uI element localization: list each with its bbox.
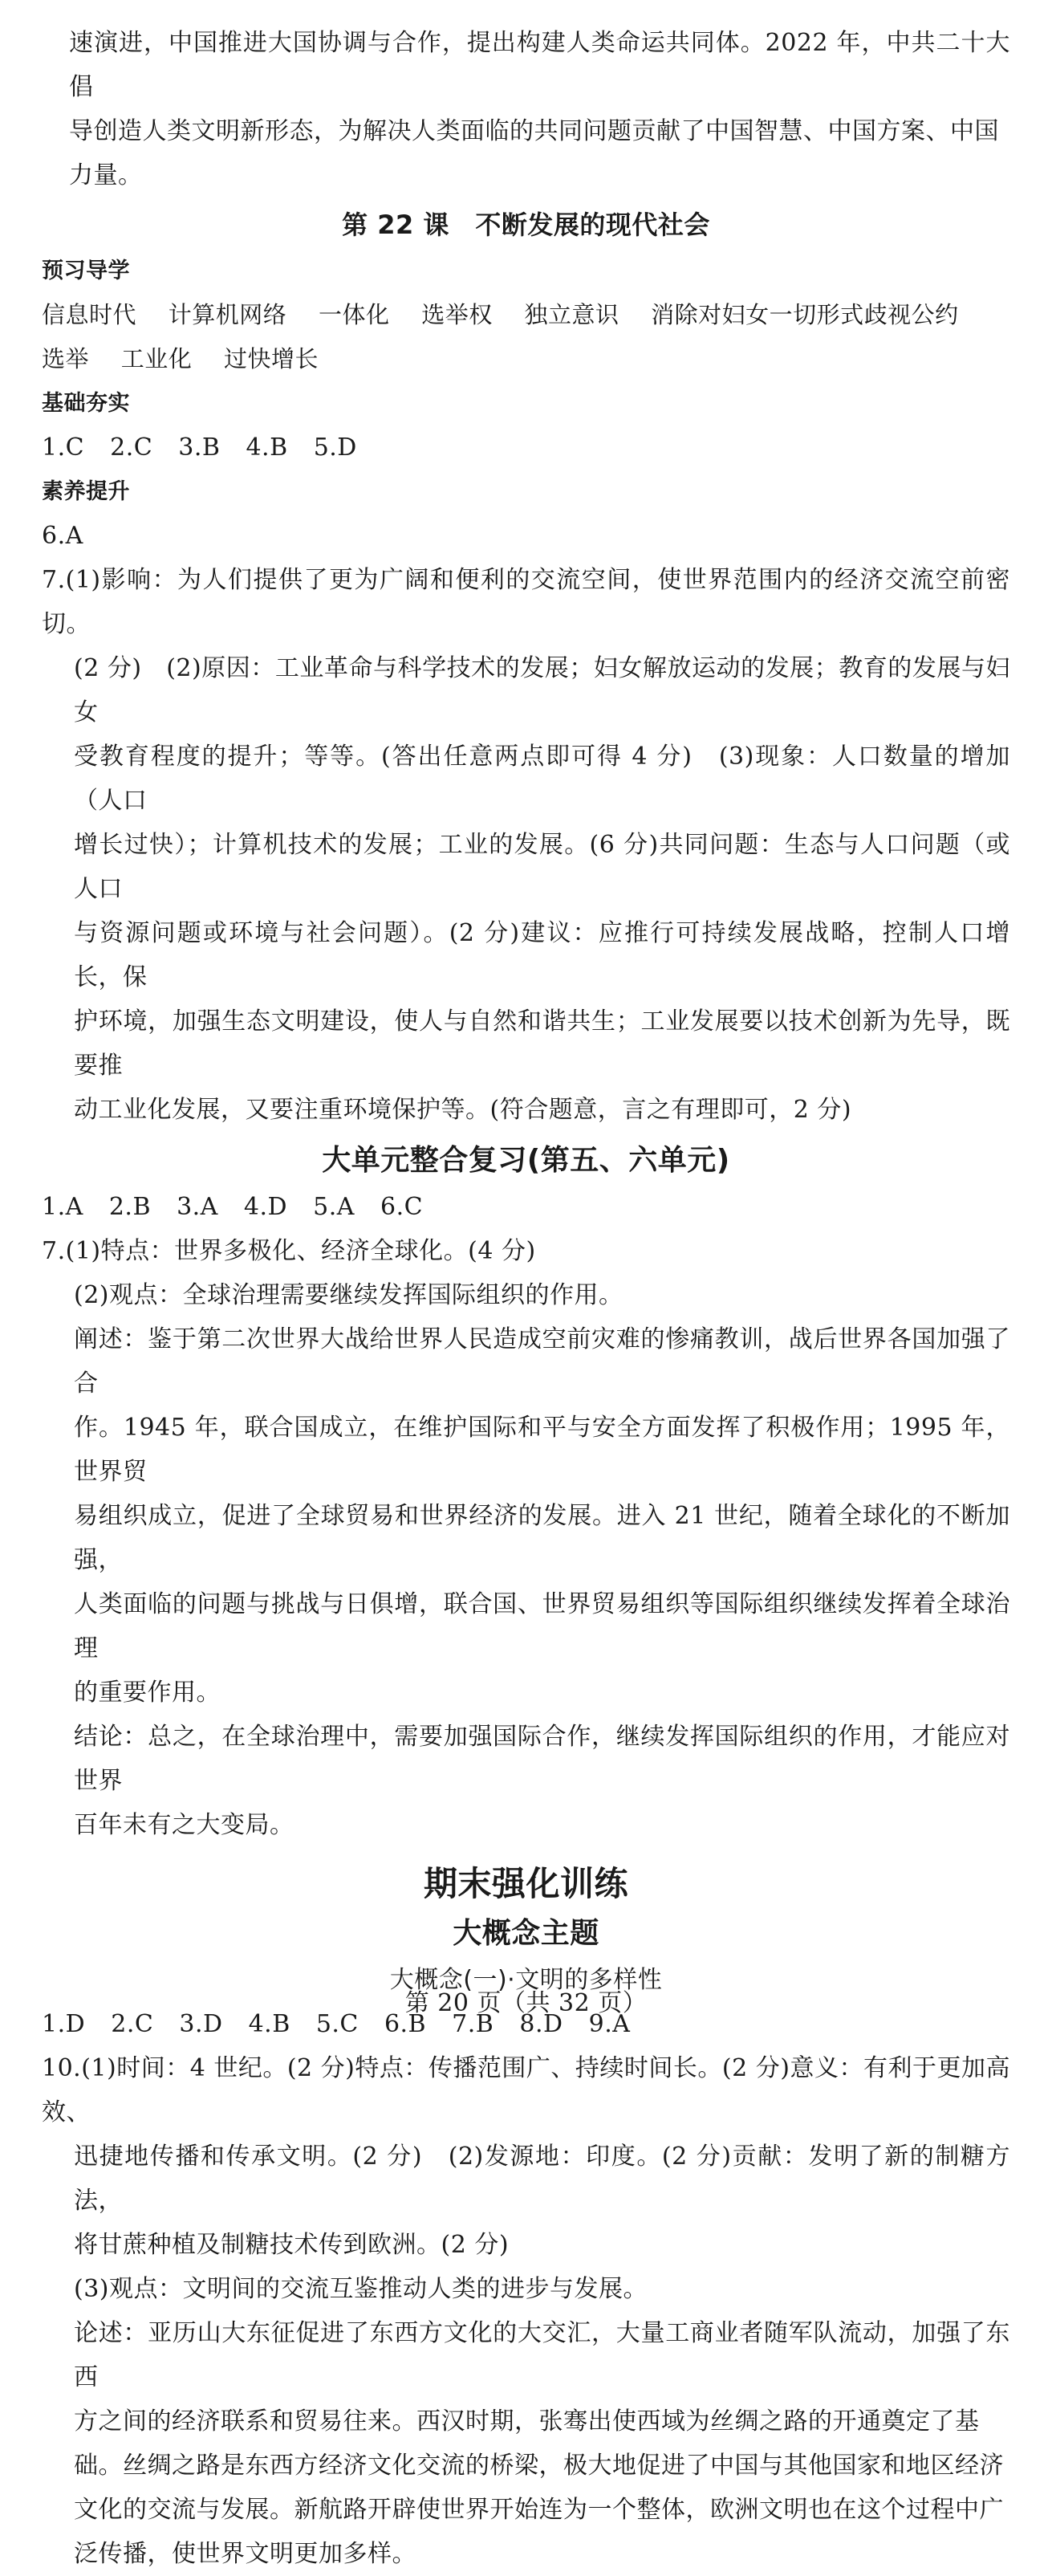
answer: 2.B <box>108 1193 152 1221</box>
page-footer: 第 20 页（共 32 页） <box>404 1989 648 2017</box>
q7-answer <box>42 558 1010 1132</box>
q7-line: 增长过快）；计算机技术的发展；工业的发展。(6 分)共同问题：生态与人口问题（或人口 <box>74 831 1010 903</box>
argument-line: 泛传播，使世界文明更加多样。 <box>74 2540 416 2568</box>
answer: 4.D <box>243 1193 288 1221</box>
answer: 4.B <box>248 2010 290 2038</box>
argument <box>42 2311 1010 2576</box>
term: 过快增长 <box>223 345 319 372</box>
conclusion <box>42 1715 1010 1847</box>
q7-line: 受教育程度的提升；等等。(答出任意两点即可得 4 分) (3)现象：人口数量的增加（人口 <box>74 743 1010 815</box>
argument-line: 文化的交流与发展。新航路开辟使世界开始连为一个整体，欧洲文明也在这个过程中广 <box>74 2496 1004 2524</box>
preview-terms-row <box>42 293 1010 337</box>
elaboration <box>42 1317 1010 1715</box>
term: 选举 <box>42 345 90 372</box>
answer: 5.D <box>313 433 357 462</box>
q10-line: 10.(1)时间：4 世纪。(2 分)特点：传播范围广、持续时间长。(2 分)意义：有利于更加高效、 <box>42 2054 1010 2126</box>
elaboration-line: 阐述：鉴于第二次世界大战给世界人民造成空前灾难的惨痛教训，战后世界各国加强了合 <box>74 1325 1010 1398</box>
answer: 3.A <box>177 1193 218 1221</box>
answer: 8.D <box>519 2010 563 2038</box>
term: 计算机网络 <box>168 301 287 328</box>
answer: 5.A <box>313 1193 355 1221</box>
answer: 3.D <box>179 2010 223 2038</box>
answer: 2.C <box>110 433 153 462</box>
intro-line: 速演进，中国推进大国协调与合作，提出构建人类命运共同体。2022 年，中共二十大倡 <box>69 29 1010 101</box>
unit-review-title: 大单元整合复习(第五、六单元) <box>322 1144 730 1177</box>
answer: 4.B <box>246 433 288 462</box>
q6-answer: 6.A <box>42 522 83 550</box>
lesson-22-title: 第 22 课 不断发展的现代社会 <box>342 210 710 240</box>
elaboration-line: 易组织成立，促进了全球贸易和世界经济的发展。进入 21 世纪，随着全球化的不断加强， <box>74 1502 1010 1574</box>
answer: 9.A <box>588 2010 631 2038</box>
term: 一体化 <box>318 301 390 328</box>
answer: 3.B <box>178 433 221 462</box>
answer: 5.C <box>315 2010 359 2038</box>
answer: 1.D <box>42 2010 86 2038</box>
answer: 7.B <box>452 2010 494 2038</box>
q7-line: 动工业化发展，又要注重环境保护等。(符合题意，言之有理即可，2 分) <box>74 1096 852 1124</box>
term: 工业化 <box>120 345 193 372</box>
improve-label: 素养提升 <box>42 479 130 504</box>
term: 独立意识 <box>524 301 619 328</box>
q7-line: 与资源问题或环境与社会问题）。(2 分)建议：应推行可持续发展战略，控制人口增长，保 <box>74 919 1010 991</box>
q10-answer <box>42 2046 1010 2267</box>
elaboration-line: 的重要作用。 <box>74 1679 221 1707</box>
q7-line: 护环境，加强生态文明建设，使人与自然和谐共生；工业发展要以技术创新为先导，既要推 <box>74 1007 1010 1080</box>
unit-q7-1: 7.(1)特点：世界多极化、经济全球化。(4 分) <box>42 1237 536 1265</box>
q10-line: 迅捷地传播和传承文明。(2 分) (2)发源地：印度。(2 分)贡献：发明了新的制糖方法， <box>74 2143 1010 2215</box>
preview-terms-row <box>42 337 1010 381</box>
elaboration-line: 作。1945 年，联合国成立，在维护国际和平与安全方面发挥了积极作用；1995 年，世界贸 <box>74 1414 1010 1486</box>
preview-label: 预习导学 <box>42 258 130 283</box>
final-training-title: 期末强化训练 <box>423 1864 628 1903</box>
term: 消除对妇女一切形式歧视公约 <box>651 301 959 328</box>
answer: 6.C <box>380 1193 424 1221</box>
term: 信息时代 <box>42 301 137 328</box>
answer: 1.C <box>42 433 85 462</box>
q7-line: 7.(1)影响：为人们提供了更为广阔和便利的交流空间，使世界范围内的经济交流空前密切。 <box>42 566 1010 638</box>
conclusion-line: 结论：总之，在全球治理中，需要加强国际合作，继续发挥国际组织的作用，才能应对世界 <box>74 1723 1010 1795</box>
term: 选举权 <box>421 301 493 328</box>
argument-line: 方之间的经济联系和贸易往来。西汉时期，张骞出使西域为丝绸之路的开通奠定了基 <box>74 2407 980 2436</box>
q10-line: 将甘蔗种植及制糖技术传到欧洲。(2 分) <box>74 2231 510 2259</box>
answer: 2.C <box>111 2010 154 2038</box>
final-training-subtitle: 大概念主题 <box>453 1917 599 1950</box>
elaboration-line: 人类面临的问题与挑战与日俱增，联合国、世界贸易组织等国际组织继续发挥着全球治理 <box>74 1590 1010 1662</box>
intro-paragraph <box>42 0 1010 197</box>
intro-line: 力量。 <box>69 161 143 189</box>
unit-q7-2: (2)观点：全球治理需要继续发挥国际组织的作用。 <box>74 1281 623 1309</box>
unit-review-answers <box>42 1185 1010 1229</box>
intro-line: 导创造人类文明新形态，为解决人类面临的共同问题贡献了中国智慧、中国方案、中国 <box>69 117 999 145</box>
answer: 1.A <box>42 1193 83 1221</box>
answer: 6.B <box>384 2010 427 2038</box>
argument-line: 础。丝绸之路是东西方经济文化交流的桥梁，极大地促进了中国与其他国家和地区经济 <box>74 2452 1004 2480</box>
conclusion-line: 百年未有之大变局。 <box>74 1811 294 1839</box>
q7-line: (2 分) (2)原因：工业革命与科学技术的发展；妇女解放运动的发展；教育的发展与妇女 <box>74 654 1010 726</box>
argument-line: 论述：亚历山大东征促进了东西方文化的大交汇，大量工商业者随军队流动，加强了东西 <box>74 2319 1010 2391</box>
concept-title: 大概念(一)·文明的多样性 <box>389 1966 663 1994</box>
q10-3: (3)观点：文明间的交流互鉴推动人类的进步与发展。 <box>74 2275 648 2303</box>
basic-answers <box>42 425 1010 470</box>
basic-label: 基础夯实 <box>42 391 130 416</box>
